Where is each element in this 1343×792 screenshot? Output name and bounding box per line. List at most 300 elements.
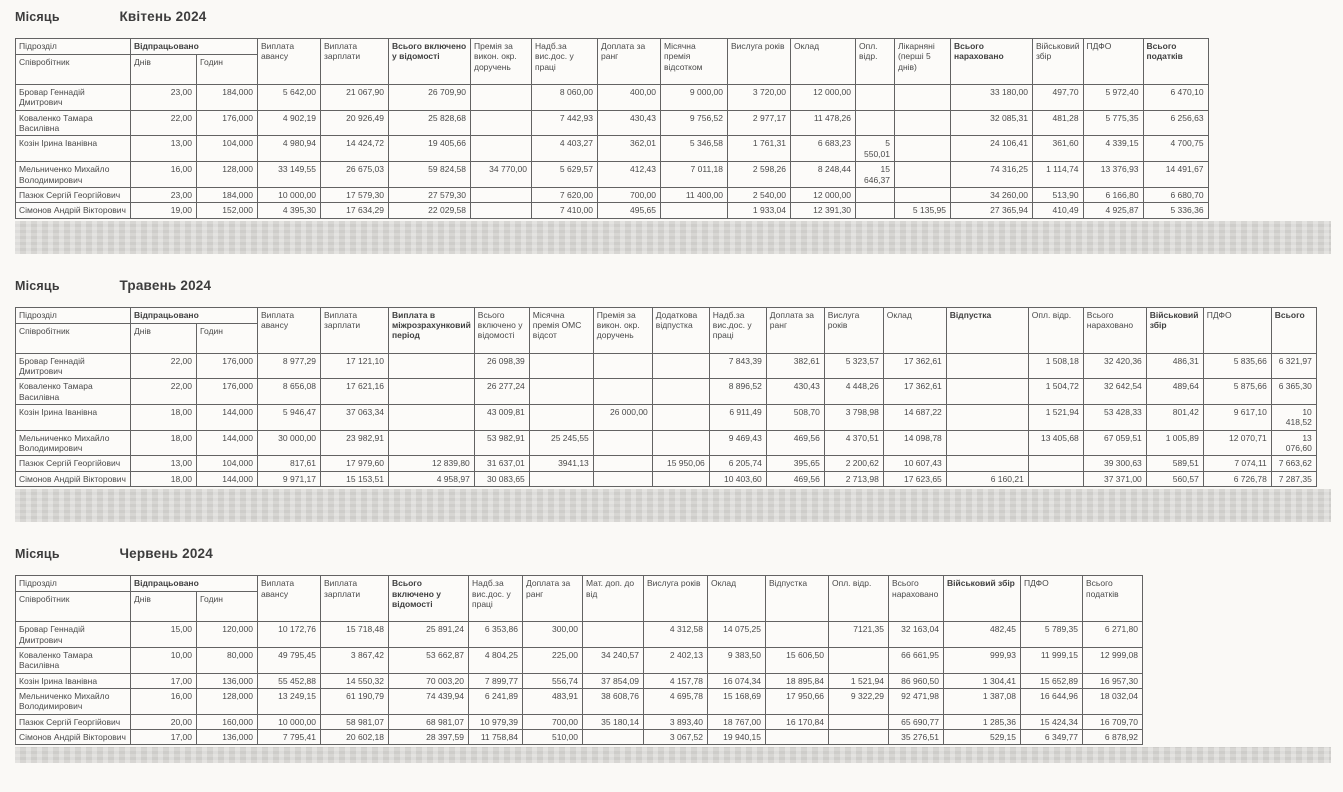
value-cell (946, 430, 1028, 456)
value-cell: 510,00 (523, 730, 583, 745)
table-row (16, 353, 1317, 379)
value-cell: 7 410,00 (532, 203, 598, 218)
table-row (16, 203, 1209, 218)
value-cell: 8 656,08 (258, 379, 321, 405)
employee-name-cell: Бровар Геннадій Дмитрович (16, 622, 131, 648)
value-cell: 31 637,01 (474, 456, 529, 471)
value-cell: 5 835,66 (1203, 353, 1271, 379)
value-cell: 11 758,84 (469, 730, 523, 745)
value-cell (946, 379, 1028, 405)
value-cell: 74 316,25 (951, 162, 1033, 188)
value-cell: 22,00 (131, 110, 197, 136)
value-cell: 15 652,89 (1021, 673, 1083, 688)
column-header: Співробітник (16, 592, 131, 622)
header-row-top (16, 576, 1143, 592)
value-cell (895, 110, 951, 136)
value-cell: 27 365,94 (951, 203, 1033, 218)
value-cell: 120,000 (197, 622, 258, 648)
value-cell (946, 405, 1028, 431)
value-cell: 9 971,17 (258, 471, 321, 486)
value-cell: 2 200,62 (824, 456, 883, 471)
value-cell: 469,56 (766, 430, 824, 456)
value-cell: 5 346,58 (661, 136, 728, 162)
month-header-april (15, 8, 1343, 26)
value-cell: 486,31 (1146, 353, 1203, 379)
value-cell: 184,000 (197, 85, 258, 111)
value-cell: 16 709,70 (1083, 714, 1143, 729)
value-cell (895, 162, 951, 188)
value-cell: 382,61 (766, 353, 824, 379)
value-cell: 24 106,41 (951, 136, 1033, 162)
value-cell: 67 059,51 (1083, 430, 1146, 456)
value-cell: 38 608,76 (583, 688, 644, 714)
value-cell: 26 675,03 (321, 162, 389, 188)
value-cell: 4 695,78 (644, 688, 708, 714)
value-cell: 6 911,49 (709, 405, 766, 431)
value-cell: 144,000 (197, 471, 258, 486)
value-cell (652, 353, 709, 379)
value-cell: 20 926,49 (321, 110, 389, 136)
value-cell: 104,000 (197, 136, 258, 162)
column-header: Всього податків (1143, 39, 1208, 85)
value-cell: 7 795,41 (258, 730, 321, 745)
value-cell: 1 114,74 (1033, 162, 1084, 188)
value-cell: 33 149,55 (258, 162, 321, 188)
value-cell: 11 999,15 (1021, 647, 1083, 673)
value-cell: 10 607,43 (883, 456, 946, 471)
value-cell: 86 960,50 (889, 673, 944, 688)
value-cell: 20,00 (131, 714, 197, 729)
value-cell: 18 767,00 (708, 714, 766, 729)
value-cell: 6 683,23 (791, 136, 856, 162)
value-cell: 3 867,42 (321, 647, 389, 673)
value-cell: 104,000 (197, 456, 258, 471)
value-cell: 5 642,00 (258, 85, 321, 111)
value-cell: 1 387,08 (944, 688, 1021, 714)
value-cell: 2 598,26 (728, 162, 791, 188)
value-cell (895, 187, 951, 202)
value-cell: 4 804,25 (469, 647, 523, 673)
value-cell: 144,000 (197, 430, 258, 456)
month-value: Квітень 2024 (119, 9, 207, 24)
value-cell: 4 902,19 (258, 110, 321, 136)
value-cell: 5 972,40 (1083, 85, 1143, 111)
column-header: Всього включено у відомості (389, 39, 471, 85)
value-cell (829, 647, 889, 673)
value-cell: 144,000 (197, 405, 258, 431)
value-cell: 12 070,71 (1203, 430, 1271, 456)
header-row-top (16, 39, 1209, 55)
employee-name-cell: Мельниченко Михайло Володимирович (16, 688, 131, 714)
value-cell: 12 391,30 (791, 203, 856, 218)
value-cell: 55 452,88 (258, 673, 321, 688)
value-cell: 12 000,00 (791, 85, 856, 111)
value-cell: 17,00 (131, 730, 197, 745)
value-cell: 10 418,52 (1271, 405, 1316, 431)
month-header-june (15, 545, 1343, 563)
value-cell: 14 075,25 (708, 622, 766, 648)
column-header: Всього включено у відомості (474, 307, 529, 353)
value-cell: 49 795,45 (258, 647, 321, 673)
value-cell: 801,42 (1146, 405, 1203, 431)
value-cell (593, 353, 652, 379)
table-row (16, 162, 1209, 188)
value-cell: 61 190,79 (321, 688, 389, 714)
column-header: Доплата за ранг (523, 576, 583, 622)
value-cell: 15 168,69 (708, 688, 766, 714)
column-header: Днів (131, 323, 197, 353)
value-cell: 18 032,04 (1083, 688, 1143, 714)
value-cell: 184,000 (197, 187, 258, 202)
value-cell (389, 353, 475, 379)
value-cell: 26 098,39 (474, 353, 529, 379)
column-header: Вислуга років (728, 39, 791, 85)
value-cell (856, 187, 895, 202)
value-cell: 34 770,00 (471, 162, 532, 188)
column-header-group: Відпрацьовано (131, 307, 258, 323)
value-cell: 16 644,96 (1021, 688, 1083, 714)
value-cell (652, 471, 709, 486)
value-cell: 4 395,30 (258, 203, 321, 218)
value-cell: 8 896,52 (709, 379, 766, 405)
value-cell: 5 323,57 (824, 353, 883, 379)
month-header-may (15, 277, 1343, 295)
value-cell: 6 878,92 (1083, 730, 1143, 745)
employee-name-cell: Бровар Геннадій Дмитрович (16, 353, 131, 379)
value-cell: 15 718,48 (321, 622, 389, 648)
scan-artifact-band (15, 221, 1331, 254)
value-cell (946, 456, 1028, 471)
value-cell (856, 110, 895, 136)
value-cell: 20 602,18 (321, 730, 389, 745)
value-cell (529, 353, 593, 379)
column-header: Всього податків (1083, 576, 1143, 622)
value-cell: 10 979,39 (469, 714, 523, 729)
value-cell: 34 260,00 (951, 187, 1033, 202)
value-cell: 3 893,40 (644, 714, 708, 729)
column-header: ПДФО (1083, 39, 1143, 85)
value-cell: 4 958,97 (389, 471, 475, 486)
value-cell: 4 448,26 (824, 379, 883, 405)
value-cell (766, 622, 829, 648)
value-cell: 6 166,80 (1083, 187, 1143, 202)
value-cell: 6 470,10 (1143, 85, 1208, 111)
value-cell: 7 620,00 (532, 187, 598, 202)
value-cell: 817,61 (258, 456, 321, 471)
value-cell: 10 403,60 (709, 471, 766, 486)
value-cell: 13,00 (131, 456, 197, 471)
column-header: Всього нараховано (951, 39, 1033, 85)
value-cell: 23 982,91 (321, 430, 389, 456)
value-cell: 15 646,37 (856, 162, 895, 188)
value-cell: 999,93 (944, 647, 1021, 673)
value-cell: 5 875,66 (1203, 379, 1271, 405)
value-cell: 25 245,55 (529, 430, 593, 456)
column-header: Вислуга років (824, 307, 883, 353)
column-header: Оклад (708, 576, 766, 622)
column-header: Виплата зарплати (321, 307, 389, 353)
column-header: Додаткова відпустка (652, 307, 709, 353)
column-header: Всього включено у відомості (389, 576, 469, 622)
value-cell: 58 981,07 (321, 714, 389, 729)
value-cell: 17 634,29 (321, 203, 389, 218)
value-cell (766, 730, 829, 745)
value-cell: 9 756,52 (661, 110, 728, 136)
column-header: Підрозділ (16, 576, 131, 592)
value-cell: 1 521,94 (829, 673, 889, 688)
value-cell: 66 661,95 (889, 647, 944, 673)
value-cell: 13 376,93 (1083, 162, 1143, 188)
value-cell (471, 85, 532, 111)
value-cell: 5 789,35 (1021, 622, 1083, 648)
employee-name-cell: Козін Ірина Іванівна (16, 405, 131, 431)
value-cell: 1 761,31 (728, 136, 791, 162)
value-cell: 6 726,78 (1203, 471, 1271, 486)
column-header: Військовий збір (1146, 307, 1203, 353)
column-header: Місячна премія відсотком (661, 39, 728, 85)
column-header: Відпустка (766, 576, 829, 622)
value-cell (652, 379, 709, 405)
value-cell: 12 000,00 (791, 187, 856, 202)
value-cell: 37 371,00 (1083, 471, 1146, 486)
value-cell: 489,64 (1146, 379, 1203, 405)
value-cell (593, 471, 652, 486)
value-cell: 15 950,06 (652, 456, 709, 471)
value-cell: 6 321,97 (1271, 353, 1316, 379)
value-cell: 6 353,86 (469, 622, 523, 648)
value-cell: 9 617,10 (1203, 405, 1271, 431)
table-row (16, 136, 1209, 162)
section-june (15, 545, 1343, 763)
column-header: Виплата зарплати (321, 576, 389, 622)
value-cell: 362,01 (598, 136, 661, 162)
value-cell: 26 000,00 (593, 405, 652, 431)
value-cell: 17 623,65 (883, 471, 946, 486)
value-cell: 430,43 (598, 110, 661, 136)
value-cell: 4 700,75 (1143, 136, 1208, 162)
value-cell: 4 925,87 (1083, 203, 1143, 218)
table-row (16, 379, 1317, 405)
value-cell: 18 895,84 (766, 673, 829, 688)
value-cell: 5 775,35 (1083, 110, 1143, 136)
value-cell: 17 579,30 (321, 187, 389, 202)
column-header: Всього нараховано (889, 576, 944, 622)
employee-name-cell: Мельниченко Михайло Володимирович (16, 430, 131, 456)
value-cell: 9 000,00 (661, 85, 728, 111)
employee-name-cell: Пазюк Сергій Георгійович (16, 456, 131, 471)
value-cell: 17 979,60 (321, 456, 389, 471)
value-cell: 6 349,77 (1021, 730, 1083, 745)
value-cell: 22,00 (131, 379, 197, 405)
value-cell (471, 203, 532, 218)
value-cell (593, 456, 652, 471)
value-cell: 25 828,68 (389, 110, 471, 136)
employee-name-cell: Пазюк Сергій Георгійович (16, 187, 131, 202)
value-cell (471, 136, 532, 162)
column-header: Військовий збір (1033, 39, 1084, 85)
value-cell: 59 824,58 (389, 162, 471, 188)
value-cell: 35 276,51 (889, 730, 944, 745)
employee-name-cell: Коваленко Тамара Василівна (16, 379, 131, 405)
column-header: Співробітник (16, 55, 131, 85)
value-cell (593, 430, 652, 456)
value-cell: 7 663,62 (1271, 456, 1316, 471)
value-cell: 400,00 (598, 85, 661, 111)
column-header: Днів (131, 592, 197, 622)
column-header: Премія за викон. окр. доручень (471, 39, 532, 85)
value-cell: 27 579,30 (389, 187, 471, 202)
value-cell (856, 85, 895, 111)
value-cell: 410,49 (1033, 203, 1084, 218)
column-header: Годин (197, 55, 258, 85)
column-header: Премія за викон. окр. доручень (593, 307, 652, 353)
value-cell: 700,00 (598, 187, 661, 202)
value-cell: 481,28 (1033, 110, 1084, 136)
column-header: Виплата зарплати (321, 39, 389, 85)
value-cell: 483,91 (523, 688, 583, 714)
value-cell: 361,60 (1033, 136, 1084, 162)
payroll-table (15, 307, 1317, 488)
column-header: Доплата за ранг (766, 307, 824, 353)
value-cell: 395,65 (766, 456, 824, 471)
section-may (15, 277, 1343, 523)
value-cell: 22 029,58 (389, 203, 471, 218)
value-cell: 10,00 (131, 647, 197, 673)
value-cell: 7 899,77 (469, 673, 523, 688)
value-cell: 1 521,94 (1028, 405, 1083, 431)
value-cell: 136,000 (197, 730, 258, 745)
employee-name-cell: Сімонов Андрій Вікторович (16, 471, 131, 486)
value-cell: 70 003,20 (389, 673, 469, 688)
value-cell: 2 402,13 (644, 647, 708, 673)
value-cell: 128,000 (197, 162, 258, 188)
table-row (16, 456, 1317, 471)
value-cell: 26 709,90 (389, 85, 471, 111)
column-header: Оклад (883, 307, 946, 353)
table-row (16, 471, 1317, 486)
value-cell: 1 304,41 (944, 673, 1021, 688)
value-cell (1028, 456, 1083, 471)
scan-artifact-band (15, 489, 1331, 522)
column-header: Військовий збір (944, 576, 1021, 622)
column-header: ПДФО (1203, 307, 1271, 353)
value-cell (895, 136, 951, 162)
value-cell: 8 248,44 (791, 162, 856, 188)
value-cell: 68 981,07 (389, 714, 469, 729)
column-header: Місячна премія ОМС відсот (529, 307, 593, 353)
value-cell: 1 005,89 (1146, 430, 1203, 456)
value-cell (856, 203, 895, 218)
value-cell: 14 098,78 (883, 430, 946, 456)
value-cell: 560,57 (1146, 471, 1203, 486)
value-cell: 13 405,68 (1028, 430, 1083, 456)
value-cell: 17 950,66 (766, 688, 829, 714)
payroll-table-june (15, 575, 1343, 745)
value-cell: 176,000 (197, 110, 258, 136)
value-cell: 32 085,31 (951, 110, 1033, 136)
value-cell: 152,000 (197, 203, 258, 218)
employee-name-cell: Козін Ірина Іванівна (16, 136, 131, 162)
value-cell: 53 662,87 (389, 647, 469, 673)
month-value: Травень 2024 (119, 277, 212, 293)
value-cell: 13,00 (131, 136, 197, 162)
header-row-top (16, 307, 1317, 323)
value-cell: 17,00 (131, 673, 197, 688)
value-cell: 1 933,04 (728, 203, 791, 218)
column-header-group: Відпрацьовано (131, 576, 258, 592)
column-header-group: Відпрацьовано (131, 39, 258, 55)
value-cell: 8 977,29 (258, 353, 321, 379)
value-cell: 37 854,09 (583, 673, 644, 688)
value-cell: 12 839,80 (389, 456, 475, 471)
table-row (16, 647, 1143, 673)
value-cell (529, 405, 593, 431)
value-cell: 16,00 (131, 688, 197, 714)
value-cell (389, 430, 475, 456)
value-cell (471, 110, 532, 136)
value-cell: 482,45 (944, 622, 1021, 648)
value-cell: 3 067,52 (644, 730, 708, 745)
value-cell: 18,00 (131, 430, 197, 456)
table-row (16, 187, 1209, 202)
value-cell: 7 074,11 (1203, 456, 1271, 471)
column-header: Підрозділ (16, 39, 131, 55)
value-cell: 11 400,00 (661, 187, 728, 202)
column-header: Надб.за вис.дос. у праці (469, 576, 523, 622)
value-cell: 15 606,50 (766, 647, 829, 673)
table-row (16, 730, 1143, 745)
payroll-table-may (15, 307, 1343, 488)
value-cell: 128,000 (197, 688, 258, 714)
value-cell: 11 478,26 (791, 110, 856, 136)
value-cell: 39 300,63 (1083, 456, 1146, 471)
value-cell: 430,43 (766, 379, 824, 405)
value-cell: 12 999,08 (1083, 647, 1143, 673)
value-cell: 19,00 (131, 203, 197, 218)
column-header: Виплата авансу (258, 307, 321, 353)
value-cell: 65 690,77 (889, 714, 944, 729)
value-cell: 16 074,34 (708, 673, 766, 688)
value-cell (946, 353, 1028, 379)
month-label: Місяць (15, 547, 60, 562)
column-header: Лікарняні (перші 5 днів) (895, 39, 951, 85)
employee-name-cell: Сімонов Андрій Вікторович (16, 730, 131, 745)
column-header: Підрозділ (16, 307, 131, 323)
table-row (16, 110, 1209, 136)
column-header: Співробітник (16, 323, 131, 353)
value-cell: 43 009,81 (474, 405, 529, 431)
value-cell (593, 379, 652, 405)
value-cell (389, 379, 475, 405)
value-cell: 10 172,76 (258, 622, 321, 648)
value-cell (652, 405, 709, 431)
value-cell: 28 397,59 (389, 730, 469, 745)
value-cell: 14 550,32 (321, 673, 389, 688)
value-cell: 412,43 (598, 162, 661, 188)
value-cell: 10 000,00 (258, 714, 321, 729)
value-cell: 300,00 (523, 622, 583, 648)
value-cell: 16 170,84 (766, 714, 829, 729)
column-header: Всього нараховано (1083, 307, 1146, 353)
value-cell: 469,56 (766, 471, 824, 486)
scan-artifact-band (15, 747, 1331, 763)
value-cell: 3941,13 (529, 456, 593, 471)
value-cell: 13 249,15 (258, 688, 321, 714)
value-cell (471, 187, 532, 202)
value-cell: 14 424,72 (321, 136, 389, 162)
payroll-table-april (15, 38, 1343, 219)
value-cell: 7 011,18 (661, 162, 728, 188)
